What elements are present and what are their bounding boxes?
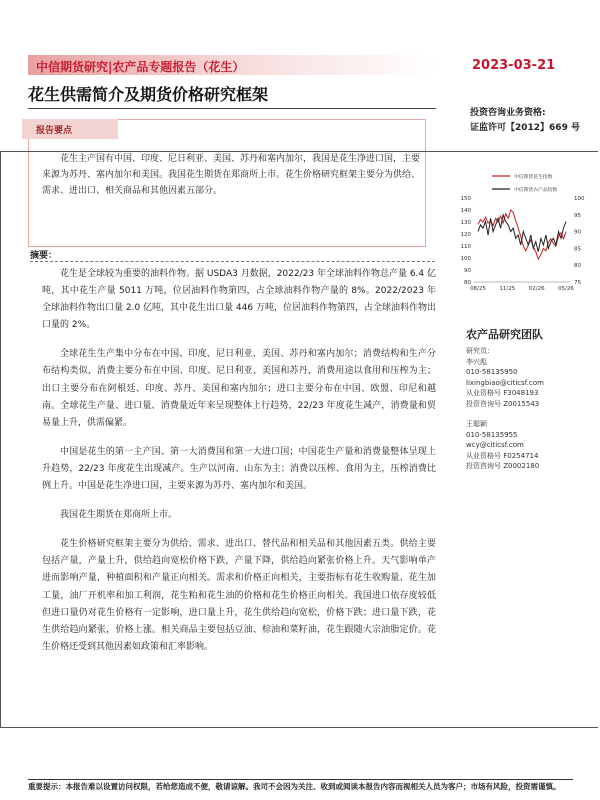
analyst-email[interactable]: wcy@citicsf.com bbox=[466, 441, 524, 449]
footer-disclaimer: 重要提示：本报告难以设置访问权限，若给您造成不便，敬请谅解。我司不会因为关注、收到或阅读本报告内容而视相关人员为客户；市场有风险，投资需谨慎。 bbox=[28, 782, 561, 791]
x-tick-label: 02/26 bbox=[528, 286, 545, 292]
analyst-name: 李兴彪 bbox=[466, 357, 487, 366]
analyst-advisory-no: 投资咨询号 Z0002180 bbox=[466, 462, 540, 470]
footer-rule bbox=[28, 779, 573, 780]
summary-tag-label: 报告要点 bbox=[36, 126, 73, 136]
price-index-chart bbox=[452, 170, 597, 292]
x-tick-label: 11/25 bbox=[499, 286, 516, 292]
series-line bbox=[478, 210, 566, 259]
y-left-tick-label: 150 bbox=[460, 196, 471, 202]
summary-text: 花生主产国有中国、印度、尼日利亚、美国、苏丹和塞内加尔，我国是花生净进口国，主要来源为苏丹、塞内加尔和美国。我国花生期货在郑商所上市。花生价格研究框架主要分为供给、需求、进出口、相关商品和其他因素五部分。 bbox=[42, 154, 421, 196]
legend-label: 中信期货花生指数 bbox=[514, 175, 553, 180]
y-right-tick-label: 100 bbox=[574, 196, 585, 202]
abstract-paragraph: 中国是花生的第一主产国、第一大消费国和第一大进口国；中国花生产量和消费量整体呈现上升趋势，22/23 年度花生出现减产。生产以河南、山东为主；消费以压榨、食用为主，压榨消费比例上升。中国是花生净进口国，主要来源为苏丹、塞内加尔和美国。 bbox=[42, 446, 436, 492]
report-title: 花生供需简介及期货价格研究框架 bbox=[28, 85, 269, 104]
report-series-label: 中信期货研究|农产品专题报告（花生） bbox=[36, 60, 245, 74]
analyst-phone: 010-58135955 bbox=[466, 430, 518, 439]
abstract-paragraph: 全球花生生产集中分布在中国、印度、尼日利亚、美国、苏丹和塞内加尔；消费结构和生产分布结构类似，消费主要分布在中国、印度、尼日利亚、美国和苏丹，消费用途以食用和压榨为主；出口主要分布在阿根廷、印度、苏丹、美国和塞内加尔；进口主要分布在中国、欧盟、印尼和越南。全球花生产量、进口量、消费量近年来呈现整体上行趋势，22/23 年度花生减产，消费量和贸易量上升，供需偏紧。 bbox=[42, 349, 436, 428]
x-tick-label: 05/26 bbox=[558, 286, 574, 292]
y-left-tick-label: 80 bbox=[464, 280, 471, 286]
title-rule bbox=[28, 108, 436, 109]
series-line bbox=[478, 215, 566, 252]
qualification-line1: 投资咨询业务资格: bbox=[470, 108, 546, 118]
y-right-tick-label: 85 bbox=[574, 246, 581, 253]
y-left-tick-label: 110 bbox=[460, 244, 471, 250]
y-left-tick-label: 130 bbox=[460, 220, 471, 226]
analyst-contact bbox=[466, 346, 544, 409]
abstract-body bbox=[42, 266, 436, 668]
analyst-phone: 010-58135950 bbox=[466, 368, 518, 376]
x-tick-label: 08/25 bbox=[470, 286, 486, 292]
y-right-tick-label: 90 bbox=[574, 229, 581, 236]
abstract-paragraph: 花生是全球较为重要的油料作物。据 USDA3 月数据，2022/23 年全球油料作物总产量 6.4 亿吨，其中花生产量 5011 万吨，位居油料作物第四，占全球油料作物产量的 8%。2022/2023 年全球油料作物出口量 2.0 亿吨，其中花生出口量 446 万吨，位居油料作物第四，占全球油料作物出口量的 2%。 bbox=[42, 269, 436, 331]
abstract-rule bbox=[30, 261, 435, 262]
y-left-tick-label: 140 bbox=[460, 208, 471, 214]
analyst-advisory-no: 投资咨询号 Z0015543 bbox=[466, 399, 540, 408]
y-right-tick-label: 75 bbox=[574, 280, 581, 286]
y-left-tick-label: 100 bbox=[460, 256, 471, 262]
y-left-tick-label: 90 bbox=[464, 268, 471, 274]
analyst-license: 从业资格号 F3048193 bbox=[466, 389, 539, 397]
y-right-tick-label: 80 bbox=[574, 263, 581, 270]
y-right-tick-label: 95 bbox=[574, 212, 581, 219]
analyst-license: 从业资格号 F0254714 bbox=[466, 451, 539, 460]
legend-label: 中信期货农产品指数 bbox=[514, 188, 558, 193]
analyst-name: 王聪颖 bbox=[466, 420, 487, 428]
contact-line: 研究员： bbox=[466, 347, 494, 355]
analyst-contact bbox=[466, 419, 539, 472]
qualification-line2: 证监许可【2012】669 号 bbox=[470, 123, 580, 133]
team-title: 农产品研究团队 bbox=[466, 328, 543, 341]
report-date: 2023-03-21 bbox=[472, 58, 556, 73]
abstract-paragraph: 花生价格研究框架主要分为供给、需求、进出口、替代品和相关品和其他因素五类。供给主要包括产量，产量上升，供给趋向宽松价格下跌，产量下降，供给趋向紧张价格上升。天气影响单产进而影响产量，种植面积和产量正向相关。需求和价格正向相关，主要指标有花生收购量、花生加工量，油厂开机率和加工利润，花生粕和花生油的价格和花生价格正向相关。我国进口依存度较低但进口量仍对花生价格有一定影响，进口量上升，花生供给趋向宽松，价格下跌；进口量下跌，花生供给趋向紧张，价格上涨。相关商品主要包括豆油、棕油和菜籽油，花生跟随大宗油脂定价。花生价格还受到其他因素如政策和汇率影响。 bbox=[42, 539, 436, 652]
y-left-tick-label: 120 bbox=[460, 232, 471, 238]
abstract-paragraph: 我国花生期货在郑商所上市。 bbox=[60, 510, 178, 521]
abstract-label: 摘要： bbox=[30, 251, 58, 261]
analyst-email[interactable]: lixingbiao@citicsf.com bbox=[466, 378, 544, 387]
summary-tag bbox=[22, 119, 118, 139]
qualification-block bbox=[470, 106, 580, 136]
